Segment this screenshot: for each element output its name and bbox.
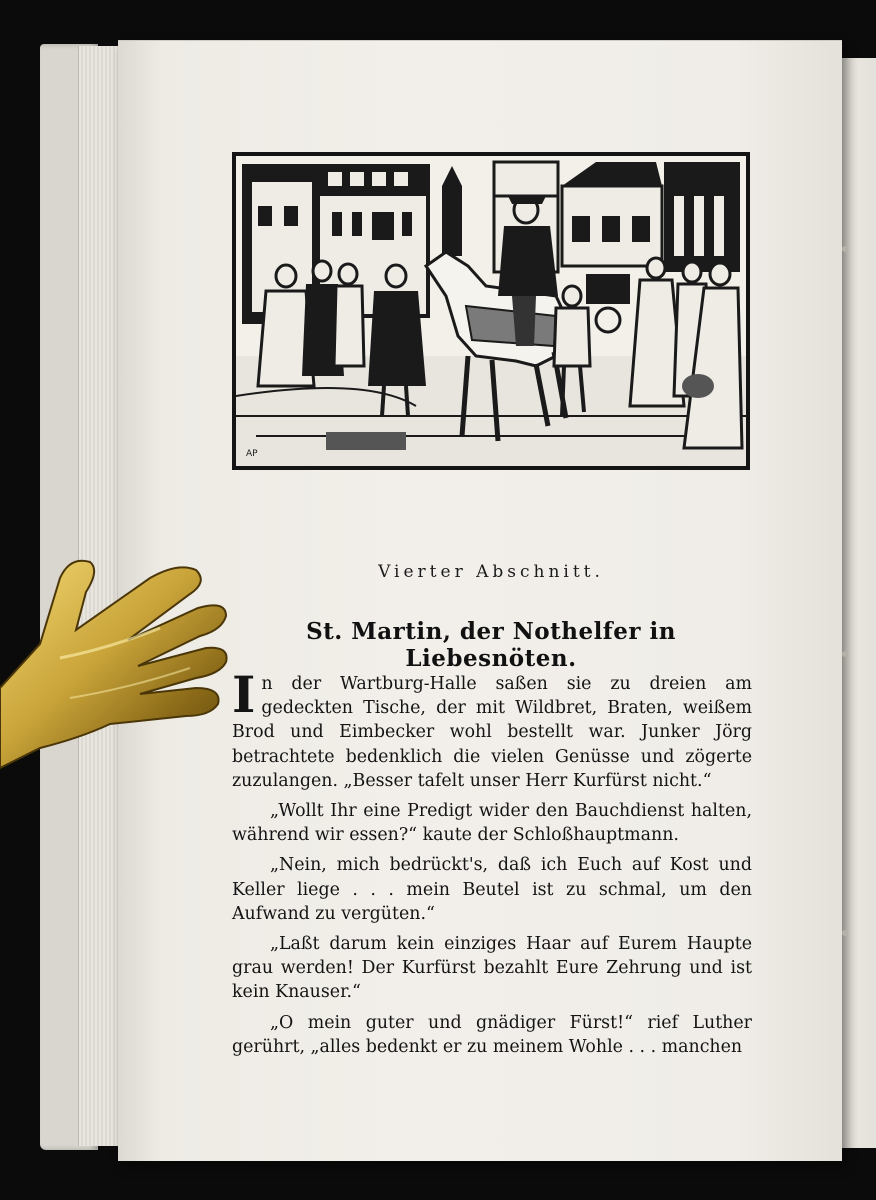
binding-hole (842, 651, 848, 657)
section-heading: Vierter Abschnitt. (378, 562, 604, 582)
chapter-title: St. Martin, der Nothelfer in Liebesnöten. (306, 618, 676, 672)
paragraph: In der Wartburg-Halle saßen sie zu dreien am gedeckten Tische, der mit Wildbret, Braten, weißem Brod und Eimbecker wohl bestellt war. Junker Jörg betrachtete bedenklich die vielen Genüsse und zögerte zuzulangen. „Besser tafelt unser Herr Kurfürst nicht.“ (232, 665, 752, 791)
illustration-monogram: AP (246, 449, 258, 459)
paragraph: „O mein guter und gnädiger Fürst!“ rief Luther gerührt, „alles bedenkt er zu meinem Wohle . . . manchen (232, 1012, 752, 1057)
brass-hand-icon (0, 548, 240, 808)
woodcut-town-square-rider-icon (236, 156, 746, 466)
paragraph: „Wollt Ihr eine Predigt wider den Bauchdienst halten, während wir essen?“ kaute der Schloßhauptmann. (232, 801, 752, 846)
woodcut-illustration (232, 152, 750, 470)
binding-hole (842, 246, 848, 252)
drop-cap: I (232, 665, 256, 724)
paragraph: „Nein, mich bedrückt's, daß ich Euch auf Kost und Keller liege . . . mein Beutel ist zu schmal, um den Aufwand zu vergüten.“ (232, 855, 752, 924)
paragraph: „Laßt darum kein einziges Haar auf Eurem Haupte grau werden! Der Kurfürst bezahlt Eure Zehrung und ist kein Knauser.“ (232, 934, 752, 1003)
facing-page-edge (842, 58, 876, 1148)
binding-hole (842, 930, 848, 936)
body-text (232, 665, 752, 1065)
